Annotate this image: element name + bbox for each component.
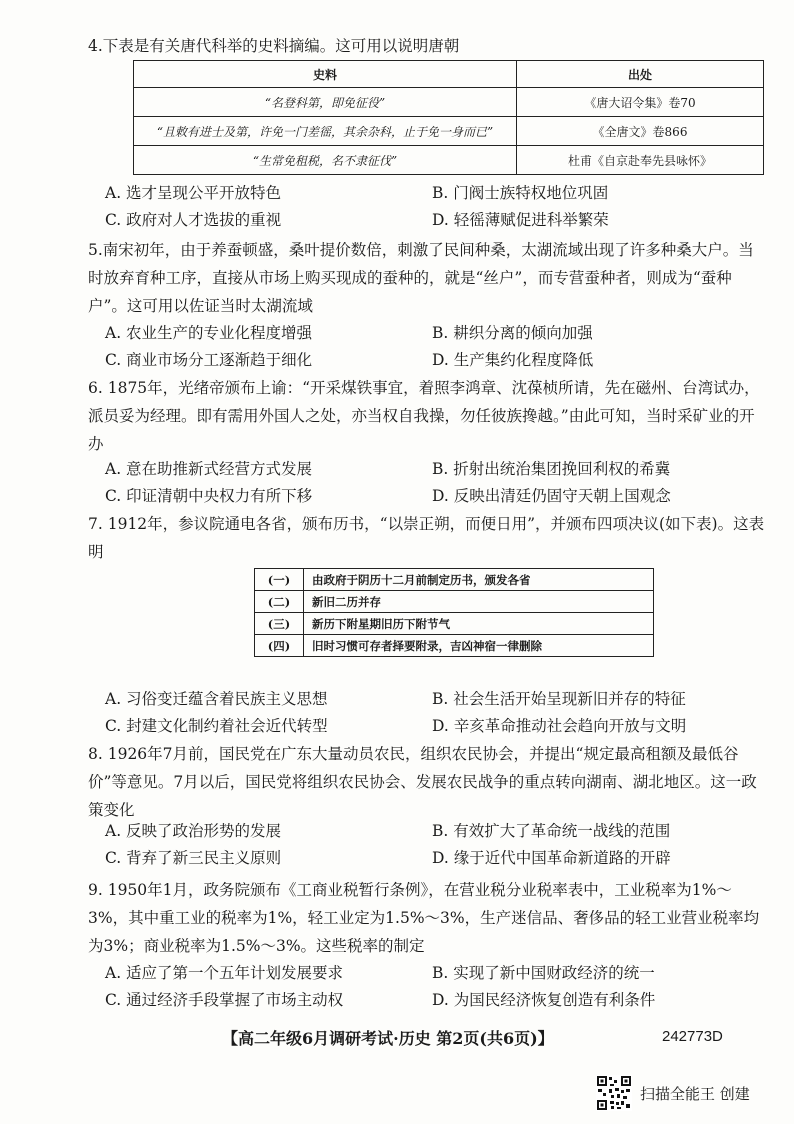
table-cell: “名登科第，即免征役” [134,88,517,117]
table-cell: 《全唐文》卷866 [517,117,764,146]
table-header-source: 史料 [134,61,517,88]
question-6-options [105,456,755,510]
footer-exam-code: 242773D [662,1028,723,1045]
table-cell: 由政府于阴历十二月前制定历书，颁发各省 [304,569,654,591]
option-d[interactable]: D. 为国民经济恢复创造有利条件 [432,991,656,1009]
table-row [255,613,654,635]
option-d[interactable]: D. 缘于近代中国革命新道路的开辟 [432,849,671,867]
option-b[interactable]: B. 实现了新中国财政经济的统一 [432,964,655,982]
question-9-options [105,960,755,1014]
option-a[interactable]: A. 适应了第一个五年计划发展要求 [105,964,344,982]
question-7-stem: 7. 1912年，参议院通电各省，颁布历书，“以崇正朔，而便日用”，并颁布四项决议(如下表)。这表明 [88,515,765,561]
option-a[interactable]: A. 意在助推新式经营方式发展 [105,460,313,478]
option-a[interactable]: A. 农业生产的专业化程度增强 [105,324,313,342]
table-cell: (四) [255,635,304,657]
table-row [134,146,764,175]
question-9-stem: 9. 1950年1月，政务院颁布《工商业税暂行条例》，在营业税分业税率表中，工业税率为1%～3%，其中重工业的税率为1%，轻工业定为1.5%～3%，生产迷信品、奢侈品的轻工业营业税率均为3%；商业税率为1.5%～3%。这些税率的制定 [88,881,760,955]
table-cell: 新历下附星期旧历下附节气 [304,613,654,635]
option-a[interactable]: A. 选才呈现公平开放特色 [105,184,282,202]
table-cell: (三) [255,613,304,635]
option-c[interactable]: C. 印证清朝中央权力有所下移 [105,487,313,505]
option-b[interactable]: B. 有效扩大了革命统一战线的范围 [432,822,671,840]
footer-exam-info: 【高二年级6月调研考试·历史 第2页(共6页)】 [222,1029,554,1048]
option-b[interactable]: B. 社会生活开始呈现新旧并存的特征 [432,690,686,708]
question-4-options [105,180,755,234]
table-cell: (一) [255,569,304,591]
option-c[interactable]: C. 封建文化制约着社会近代转型 [105,717,328,735]
table-cell: “生常免租税，名不隶征伐” [134,146,517,175]
option-b[interactable]: B. 耕织分离的倾向加强 [432,324,593,342]
qr-code-icon [596,1075,632,1111]
option-d[interactable]: D. 辛亥革命推动社会趋向开放与文明 [432,717,687,735]
option-a[interactable]: A. 习俗变迁蕴含着民族主义思想 [105,690,328,708]
scanner-label: 扫描全能王 创建 [640,1085,750,1103]
option-c[interactable]: C. 商业市场分工逐渐趋于细化 [105,351,313,369]
table-cell: (二) [255,591,304,613]
question-4-stem: 4.下表是有关唐代科举的史料摘编。这可用以说明唐朝 [88,37,460,55]
table-header-origin: 出处 [517,61,764,88]
option-c[interactable]: C. 背弃了新三民主义原则 [105,849,282,867]
table-cell: “且敕有进士及第，许免一门差徭，其余杂科，止于免一身而已” [134,117,517,146]
table-row [255,591,654,613]
table-row [134,88,764,117]
option-d[interactable]: D. 轻徭薄赋促进科举繁荣 [432,211,609,229]
option-a[interactable]: A. 反映了政治形势的发展 [105,822,282,840]
question-8-options [105,818,755,872]
page-footer [0,1026,794,1056]
option-b[interactable]: B. 折射出统治集团挽回利权的希冀 [432,460,671,478]
table-cell: 《唐大诏令集》卷70 [517,88,764,117]
table-row [255,635,654,657]
table-header-row [134,61,764,88]
question-8-stem: 8. 1926年7月前，国民党在广东大量动员农民，组织农民协会，并提出“规定最高租额及最低谷价”等意见。7月以后，国民党将组织农民协会、发展农民战争的重点转向湖南、湖北地区。这一政策变化 [88,745,757,819]
question-7-options [105,686,755,740]
option-c[interactable]: C. 政府对人才选拔的重视 [105,211,282,229]
question-6-stem: 6. 1875年，光绪帝颁布上谕：“开采煤铁事宜，着照李鸿章、沈葆桢所请，先在磁州、台湾试办，派员妥为经理。即有需用外国人之处，亦当权自我操，勿任彼族搀越。”由此可知，当时采矿业的开办 [88,379,760,453]
table-row [255,569,654,591]
question-5-options [105,320,755,374]
option-b[interactable]: B. 门阀士族特权地位巩固 [432,184,609,202]
question-7-resolution-table [254,568,654,657]
table-cell: 旧时习惯可存者择要附录，吉凶神宿一律删除 [304,635,654,657]
table-row [134,117,764,146]
question-4-source-table [133,60,764,175]
option-d[interactable]: D. 反映出清廷仍固守天朝上国观念 [432,487,671,505]
table-cell: 杜甫《自京赴奉先县咏怀》 [517,146,764,175]
table-cell: 新旧二历并存 [304,591,654,613]
question-5-stem: 5.南宋初年，由于养蚕顿盛，桑叶提价数倍，刺激了民间种桑，太湖流域出现了许多种桑大户。当时放弃育种工序，直接从市场上购买现成的蚕种的，就是“丝户”，而专营蚕种者，则成为“蚕种户”。这可用以佐证当时太湖流域 [88,241,754,315]
option-c[interactable]: C. 通过经济手段掌握了市场主动权 [105,991,344,1009]
option-d[interactable]: D. 生产集约化程度降低 [432,351,594,369]
